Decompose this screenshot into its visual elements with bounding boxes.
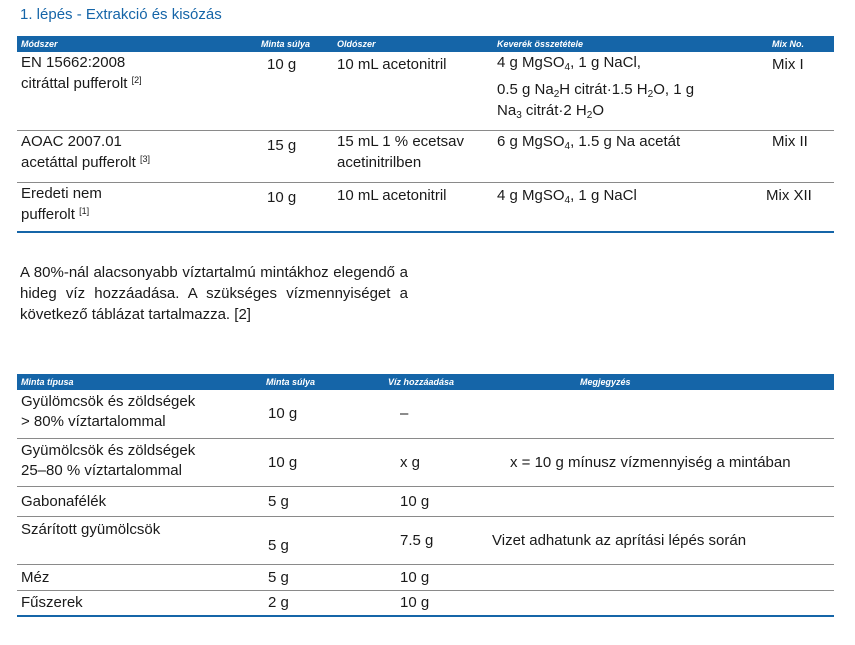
mix-text: 0.5 g Na (497, 81, 554, 98)
table-header-row (17, 374, 834, 390)
col-header-note: Megjegyzés (480, 374, 834, 390)
reference: [3] (139, 153, 150, 164)
table-row (17, 516, 834, 564)
subscript: 2 (647, 89, 654, 100)
method-buffer: citráttal pufferolt (21, 75, 128, 92)
mix-text: H citrát·1.5 H (559, 81, 648, 98)
sample-type-text: Gyülömcsök és zöldségek (21, 393, 196, 410)
method-name: Eredeti nem (21, 184, 102, 202)
water-cell: x g (380, 438, 480, 486)
table-row (17, 564, 834, 590)
solvent-text: acetinitrilben (337, 153, 422, 171)
method-cell (17, 130, 257, 182)
mix-text: 4 g MgSO (497, 186, 565, 204)
body-paragraph: A 80%-nál alacsonyabb víztartalmú mintákhoz elegendő a hideg víz hozzáadása. A szükséges vízmennyiséget a következő táblázat tartalmazza. [2] (20, 264, 408, 323)
weight-cell: 10 g (268, 405, 298, 423)
sample-type-text: > 80% víztartalommal (21, 413, 166, 430)
table-row (17, 52, 834, 130)
mix-text: , 1 g NaCl (570, 186, 637, 204)
table-row (17, 390, 834, 438)
extraction-method-table (17, 36, 834, 233)
section-title: 1. lépés - Extrakció és kisózás (20, 6, 222, 23)
weight-cell: 10 g (257, 182, 327, 232)
reference: [2] (131, 75, 142, 85)
weight-cell: 15 g (257, 130, 327, 182)
weight-cell: 2 g (262, 590, 380, 616)
col-header-method: Módszer (17, 36, 257, 52)
table-row (17, 130, 834, 182)
table-row (17, 486, 834, 516)
water-cell: 10 g (380, 486, 480, 516)
table-header-row (17, 36, 834, 52)
mix-text: citrát·2 H (521, 102, 587, 119)
method-name: AOAC 2007.01 (21, 132, 122, 150)
method-buffer: pufferolt (21, 205, 75, 223)
method-cell (17, 182, 257, 232)
weight-cell: 5 g (262, 564, 380, 590)
mix-no-cell: Mix I (772, 56, 804, 73)
sample-type-cell: Gabonafélék (17, 486, 262, 516)
mix-text: O (592, 102, 604, 119)
mix-text: , 1.5 g Na acetát (570, 132, 681, 150)
solvent-cell (327, 130, 487, 182)
subscript: 2 (553, 89, 560, 100)
mixture-cell (487, 182, 752, 232)
reference: [1] (79, 205, 90, 216)
weight-cell: 10 g (262, 438, 380, 486)
solvent-text: 15 mL 1 % ecetsav (337, 132, 465, 150)
sample-type-cell (17, 438, 262, 486)
method-cell (17, 52, 257, 130)
col-header-weight: Minta súlya (257, 36, 327, 52)
mix-text: Na (497, 102, 517, 119)
col-header-sample-type: Minta típusa (17, 374, 262, 390)
subscript: 2 (586, 110, 593, 121)
note-cell (480, 564, 834, 590)
mix-no-cell: Mix II (752, 130, 834, 182)
subscript: 3 (516, 110, 522, 121)
note-cell (480, 590, 834, 616)
mix-text: , 1 g NaCl, (570, 54, 641, 71)
solvent-cell: 10 mL acetonitril (327, 182, 487, 232)
mix-text: 6 g MgSO (497, 132, 565, 150)
sample-type-cell: Fűszerek (17, 590, 262, 616)
col-header-weight: Minta súlya (262, 374, 380, 390)
weight-cell: 5 g (262, 486, 380, 516)
water-cell: – (400, 405, 409, 423)
col-header-mixture: Keverék összetétele (487, 36, 752, 52)
mixture-cell (487, 52, 752, 130)
water-cell: 10 g (380, 564, 480, 590)
water-cell: 7.5 g (380, 516, 480, 564)
subscript: 4 (564, 140, 571, 152)
sample-type-cell (17, 390, 262, 438)
col-header-water: Víz hozzáadása (380, 374, 480, 390)
table-row (17, 438, 834, 486)
note-cell: Vizet adhatunk az aprítási lépés során (480, 516, 834, 564)
sample-type-cell: Méz (17, 564, 262, 590)
sample-type-text: 25–80 % víztartalommal (21, 461, 182, 479)
water-addition-table (17, 374, 834, 617)
weight-cell: 5 g (262, 516, 380, 564)
note-cell (480, 390, 834, 438)
subscript: 4 (564, 62, 571, 73)
method-name: EN 15662:2008 (21, 54, 126, 71)
mix-text: O, 1 g (653, 81, 695, 98)
subscript: 4 (564, 194, 571, 206)
table-row (17, 590, 834, 616)
mix-text: 4 g MgSO (497, 54, 565, 71)
col-header-solvent: Oldószer (327, 36, 487, 52)
col-header-mix-no: Mix No. (752, 36, 834, 52)
note-cell (480, 486, 834, 516)
sample-type-cell: Szárított gyümölcsök (17, 516, 262, 564)
sample-type-text: Gyümölcsök és zöldségek (21, 441, 196, 459)
weight-cell: 10 g (267, 56, 297, 73)
note-cell: x = 10 g mínusz vízmennyiség a mintában (480, 438, 834, 486)
water-cell: 10 g (380, 590, 480, 616)
solvent-cell: 10 mL acetonitril (337, 56, 447, 73)
mix-no-cell: Mix XII (752, 182, 834, 232)
mixture-cell (487, 130, 752, 182)
method-buffer: acetáttal pufferolt (21, 153, 136, 171)
table-row (17, 182, 834, 232)
